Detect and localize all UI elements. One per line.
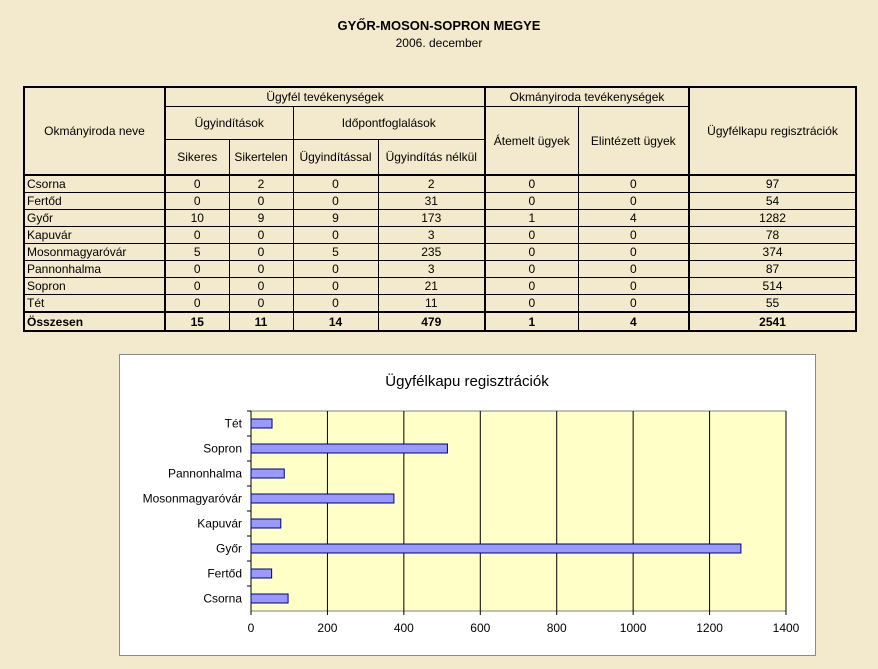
table-row bbox=[24, 210, 856, 227]
cell: 0 bbox=[293, 227, 378, 244]
cell: 0 bbox=[485, 278, 578, 295]
table-row bbox=[24, 261, 856, 278]
cell: 11 bbox=[229, 312, 293, 331]
cell: 14 bbox=[293, 312, 378, 331]
cell: 1 bbox=[485, 210, 578, 227]
header-office-name: Okmányiroda neve bbox=[24, 87, 165, 175]
tick-labels bbox=[248, 621, 800, 635]
cell: 5 bbox=[165, 244, 229, 261]
category-label: Fertőd bbox=[207, 566, 242, 581]
cell: 9 bbox=[293, 210, 378, 227]
cell-office: Mosonmagyaróvár bbox=[24, 244, 165, 261]
chart-area bbox=[119, 354, 816, 656]
registrations-chart bbox=[120, 355, 815, 655]
cell: 235 bbox=[378, 244, 485, 261]
header-portal-registrations: Ügyfélkapu regisztrációk bbox=[689, 87, 856, 175]
cell: 4 bbox=[578, 312, 689, 331]
cell: 54 bbox=[689, 193, 856, 210]
cell: 0 bbox=[578, 175, 689, 193]
cell: 3 bbox=[378, 227, 485, 244]
cell: 9 bbox=[229, 210, 293, 227]
cell: 31 bbox=[378, 193, 485, 210]
cell-office: Sopron bbox=[24, 278, 165, 295]
cell: 173 bbox=[378, 210, 485, 227]
cell: 0 bbox=[485, 227, 578, 244]
cell-office: Kapuvár bbox=[24, 227, 165, 244]
cell: 1282 bbox=[689, 210, 856, 227]
x-tick-label: 1400 bbox=[772, 621, 800, 635]
cell: 5 bbox=[293, 244, 378, 261]
table-row bbox=[24, 193, 856, 210]
bar bbox=[251, 494, 394, 503]
cell: 0 bbox=[229, 295, 293, 313]
category-labels bbox=[143, 411, 251, 606]
cell: 15 bbox=[165, 312, 229, 331]
cell: 97 bbox=[689, 175, 856, 193]
plot-area bbox=[251, 411, 786, 611]
cell: 514 bbox=[689, 278, 856, 295]
cell: 0 bbox=[229, 261, 293, 278]
bar bbox=[251, 569, 272, 578]
category-label: Pannonhalma bbox=[167, 466, 242, 481]
header-bookings: Időpontfoglalások bbox=[293, 107, 485, 140]
cell: 0 bbox=[485, 295, 578, 313]
category-label: Győr bbox=[215, 541, 242, 556]
cell: 0 bbox=[165, 278, 229, 295]
cell: 0 bbox=[578, 278, 689, 295]
table-row bbox=[24, 295, 856, 313]
cell: 479 bbox=[378, 312, 485, 331]
cell: 0 bbox=[293, 175, 378, 193]
table-row bbox=[24, 278, 856, 295]
cell: 0 bbox=[229, 278, 293, 295]
cell: 0 bbox=[578, 295, 689, 313]
cell: 0 bbox=[485, 193, 578, 210]
cell-office: Győr bbox=[24, 210, 165, 227]
cell-total-label: Összesen bbox=[24, 312, 165, 331]
table-row bbox=[24, 244, 856, 261]
category-label: Tét bbox=[224, 416, 242, 431]
category-label: Sopron bbox=[203, 441, 242, 456]
header-with-initiation: Ügyindítással bbox=[293, 140, 378, 176]
x-tick-label: 600 bbox=[470, 621, 491, 635]
cell: 2541 bbox=[689, 312, 856, 331]
cell: 0 bbox=[293, 193, 378, 210]
table-row bbox=[24, 227, 856, 244]
cell: 1 bbox=[485, 312, 578, 331]
cell: 0 bbox=[293, 295, 378, 313]
bar bbox=[251, 419, 272, 428]
table-row bbox=[24, 175, 856, 193]
cell: 10 bbox=[165, 210, 229, 227]
cell-office: Tét bbox=[24, 295, 165, 313]
cell: 21 bbox=[378, 278, 485, 295]
bar bbox=[251, 469, 284, 478]
cell: 0 bbox=[485, 261, 578, 278]
cell: 0 bbox=[165, 261, 229, 278]
header-office-activities: Okmányiroda tevékenységek bbox=[485, 87, 689, 107]
x-tick-label: 1000 bbox=[619, 621, 647, 635]
cell: 4 bbox=[578, 210, 689, 227]
cell: 0 bbox=[229, 244, 293, 261]
cell: 0 bbox=[165, 175, 229, 193]
x-tick-label: 0 bbox=[247, 621, 255, 635]
total-row bbox=[24, 312, 856, 331]
cell: 0 bbox=[578, 227, 689, 244]
cell: 0 bbox=[485, 244, 578, 261]
cell: 0 bbox=[165, 193, 229, 210]
cell: 0 bbox=[229, 227, 293, 244]
statistics-table bbox=[23, 86, 857, 332]
header-unsuccessful: Sikertelen bbox=[229, 140, 293, 176]
cell: 2 bbox=[378, 175, 485, 193]
cell: 78 bbox=[689, 227, 856, 244]
chart-title: Ügyfélkapu regisztrációk bbox=[385, 373, 549, 390]
page-subtitle: 2006. december bbox=[395, 36, 483, 50]
category-label: Kapuvár bbox=[197, 516, 242, 531]
cell: 0 bbox=[485, 175, 578, 193]
bar bbox=[251, 444, 447, 453]
page-title: GYŐR-MOSON-SOPRON MEGYE bbox=[337, 18, 541, 33]
bar bbox=[251, 544, 741, 553]
x-tick-label: 400 bbox=[393, 621, 414, 635]
cell: 11 bbox=[378, 295, 485, 313]
cell: 3 bbox=[378, 261, 485, 278]
cell: 0 bbox=[578, 193, 689, 210]
category-label: Mosonmagyaróvár bbox=[142, 491, 242, 506]
cell: 0 bbox=[293, 278, 378, 295]
cell: 87 bbox=[689, 261, 856, 278]
header-initiations: Ügyindítások bbox=[165, 107, 293, 140]
cell: 0 bbox=[293, 261, 378, 278]
cell: 0 bbox=[165, 295, 229, 313]
header-without-initiation: Ügyindítás nélkül bbox=[378, 140, 485, 176]
bar bbox=[251, 594, 288, 603]
cell: 55 bbox=[689, 295, 856, 313]
header-client-activities: Ügyfél tevékenységek bbox=[165, 87, 485, 107]
bar bbox=[251, 519, 281, 528]
cell: 0 bbox=[578, 261, 689, 278]
header-completed-cases: Elintézett ügyek bbox=[578, 107, 689, 176]
cell-office: Csorna bbox=[24, 175, 165, 193]
x-tick-label: 800 bbox=[546, 621, 567, 635]
header-successful: Sikeres bbox=[165, 140, 229, 176]
x-tick-label: 1200 bbox=[696, 621, 723, 635]
cell-office: Pannonhalma bbox=[24, 261, 165, 278]
category-label: Csorna bbox=[203, 591, 242, 606]
cell: 0 bbox=[229, 193, 293, 210]
cell: 2 bbox=[229, 175, 293, 193]
cell: 0 bbox=[165, 227, 229, 244]
header-moved-cases: Átemelt ügyek bbox=[485, 107, 578, 176]
x-tick-label: 200 bbox=[317, 621, 338, 635]
cell: 374 bbox=[689, 244, 856, 261]
cell: 0 bbox=[578, 244, 689, 261]
cell-office: Fertőd bbox=[24, 193, 165, 210]
